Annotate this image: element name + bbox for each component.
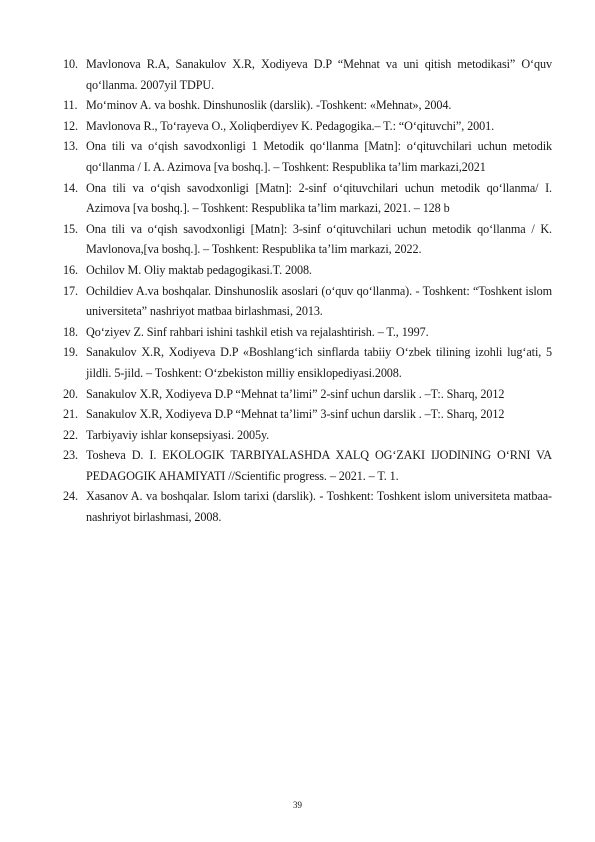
reference-text: Ona tili va o‘qish savodxonligi [Matn]: 3-sinf o‘qituvchilari uchun metodik qo‘llanma / K. Mavlonova,[va boshq.]. – Toshkent: Respublika ta’lim markazi, 2022. [86,221,552,257]
reference-number: 23. [63,448,78,463]
reference-text: Xasanov A. va boshqalar. Islom tarixi (darslik). - Toshkent: Toshkent islom universiteta matbaa-nashriyot birlashmasi, 2008. [86,489,552,525]
reference-number: 17. [63,283,78,298]
reference-number: 15. [63,221,78,236]
reference-number: 19. [63,345,78,360]
reference-text: Qo‘ziyev Z. Sinf rahbari ishini tashkil etish va rejalashtirish. – T., 1997. [86,324,429,339]
reference-text: Tosheva D. I. EKOLOGIK TARBIYALASHDA XALQ OG‘ZAKI IJODINING O‘RNI VA PEDAGOGIK AHAMIYATI //Scientific progress. – 2021. – T. 1. [86,448,552,483]
reference-item [63,116,552,137]
reference-text: Sanakulov X.R, Xodiyeva D.P “Mehnat ta’limi” 3-sinf uchun darslik . –T:. Sharq, 2012 [86,407,505,422]
reference-item [63,178,552,219]
reference-text: Ochilov M. Oliy maktab pedagogikasi.T. 2008. [86,262,312,277]
reference-text: Ochildiev A.va boshqalar. Dinshunoslik asoslari (o‘quv qo‘llanma). - Toshkent: “Toshkent islom universiteta” nashriyot matbaa birlashmasi, 2013. [86,283,552,319]
reference-item [63,219,552,260]
reference-text: Sanakulov X.R, Xodiyeva D.P “Mehnat ta’limi” 2-sinf uchun darslik . –T:. Sharq, 2012 [86,386,505,401]
reference-number: 11. [63,98,78,113]
reference-item [63,322,552,343]
reference-text: Ona tili va o‘qish savodxonligi 1 Metodik qo‘llanma [Matn]: o‘qituvchilari uchun metodik qo‘llanma / I. A. Azimova [va boshq.]. – Toshkent: Respublika ta’lim markazi,2021 [86,139,552,174]
reference-item [63,281,552,322]
reference-item [63,342,552,383]
reference-item [63,384,552,405]
reference-item [63,54,552,95]
reference-item [63,260,552,281]
reference-number: 22. [63,427,78,442]
reference-text: Ona tili va o‘qish savodxonligi [Matn]: 2-sinf o‘qituvchilari uchun metodik qo‘llanma/ I. Azimova [va boshq.]. – Toshkent: Respublika ta’lim markazi, 2021. – 128 b [86,180,552,216]
reference-text: Tarbiyaviy ishlar konsepsiyasi. 2005y. [86,427,270,442]
reference-item [63,95,552,116]
reference-number: 10. [63,57,78,71]
reference-number: 13. [63,139,78,154]
reference-text: Mo‘minov A. va boshk. Dinshunoslik (darslik). -Toshkent: «Mehnat», 2004. [86,98,452,113]
reference-list [63,54,552,528]
reference-number: 21. [63,407,78,422]
reference-number: 16. [63,262,78,277]
reference-text: Sanakulov X.R, Xodiyeva D.P «Boshlang‘ich sinflarda tabiiy O‘zbek tilining izohli lug‘ati, 5 jildli. 5-jild. – Toshkent: O‘zbekiston milliy ensiklopediyasi.2008. [86,345,552,380]
reference-number: 24. [63,489,78,504]
reference-number: 20. [63,386,78,401]
reference-item [63,404,552,425]
reference-number: 18. [63,324,78,339]
reference-text: Mavlonova R.A, Sanakulov X.R, Xodiyeva D.P “Mehnat va uni qitish metodikasi” O‘quv qo‘llanma. 2007yil TDPU. [86,57,552,92]
reference-number: 12. [63,118,78,133]
reference-item [63,486,552,527]
reference-text: Mavlonova R., To‘rayeva O., Xoliqberdiyev K. Pedagogika.– T.: “O‘qituvchi”, 2001. [86,118,495,133]
reference-number: 14. [63,180,78,195]
reference-item [63,425,552,446]
reference-item [63,445,552,486]
page-number: 39 [293,800,302,810]
reference-item [63,136,552,177]
